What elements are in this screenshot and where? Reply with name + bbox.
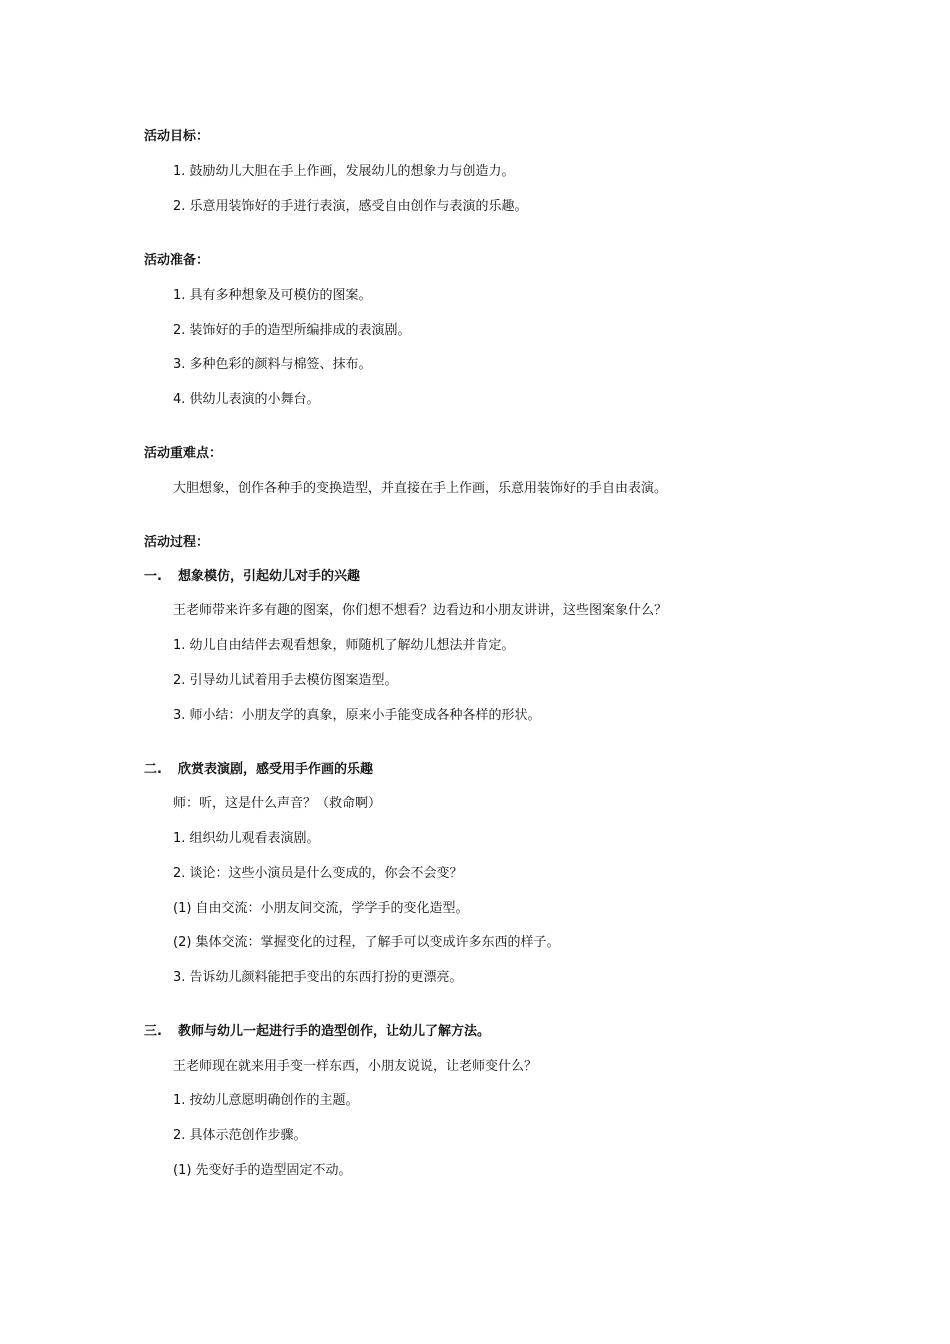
section-title: 教师与幼儿一起进行手的造型创作，让幼儿了解方法。 [178,1024,491,1039]
preparation-heading: 活动准备： [144,253,210,268]
keypoints-text: 大胆想象，创作各种手的变换造型，并直接在手上作画，乐意用装饰好的手自由表演。 [173,481,668,496]
preparation-item: 2. 装饰好的手的造型所编排成的表演剧。 [173,323,411,338]
process-section-2-heading [144,761,373,779]
section-number: 二. [144,762,162,777]
process-line: 3. 师小结：小朋友学的真象，原来小手能变成各种各样的形状。 [173,708,541,723]
preparation-item: 4. 供幼儿表演的小舞台。 [173,392,320,407]
goal-item: 1. 鼓励幼儿大胆在手上作画，发展幼儿的想象力与创造力。 [173,164,515,179]
process-line: 1. 组织幼儿观看表演剧。 [173,831,320,846]
keypoints-heading: 活动重难点： [144,446,223,461]
process-line: 1. 按幼儿意愿明确创作的主题。 [173,1093,359,1108]
process-line: (2) 集体交流：掌握变化的过程，了解手可以变成许多东西的样子。 [173,935,560,950]
process-section-3-heading [144,1023,490,1041]
process-line: 1. 幼儿自由结伴去观看想象，师随机了解幼儿想法并肯定。 [173,638,515,653]
section-number: 三. [144,1024,162,1039]
process-heading: 活动过程： [144,535,210,550]
process-line: 2. 引导幼儿试着用手去模仿图案造型。 [173,673,398,688]
process-section-1-heading [144,568,360,586]
section-title: 欣赏表演剧，感受用手作画的乐趣 [178,762,374,777]
process-line: 王老师带来许多有趣的图案，你们想不想看？边看边和小朋友讲讲，这些图案象什么？ [173,603,668,618]
process-line: 师：听，这是什么声音？（救命啊） [173,796,382,811]
process-line: 王老师现在就来用手变一样东西，小朋友说说，让老师变什么？ [173,1059,538,1074]
section-number: 一. [144,569,162,584]
process-line: (1) 自由交流：小朋友间交流，学学手的变化造型。 [173,901,469,916]
process-line: 2. 谈论：这些小演员是什么变成的，你会不会变？ [173,866,463,881]
process-line: 3. 告诉幼儿颜料能把手变出的东西打扮的更漂亮。 [173,970,463,985]
preparation-item: 3. 多种色彩的颜料与棉签、抹布。 [173,357,372,372]
process-line: 2. 具体示范创作步骤。 [173,1128,307,1143]
preparation-item: 1. 具有多种想象及可模仿的图案。 [173,288,372,303]
process-line: (1) 先变好手的造型固定不动。 [173,1163,352,1178]
goals-heading: 活动目标： [144,129,210,144]
section-title: 想象模仿，引起幼儿对手的兴趣 [178,569,361,584]
goal-item: 2. 乐意用装饰好的手进行表演，感受自由创作与表演的乐趣。 [173,199,528,214]
